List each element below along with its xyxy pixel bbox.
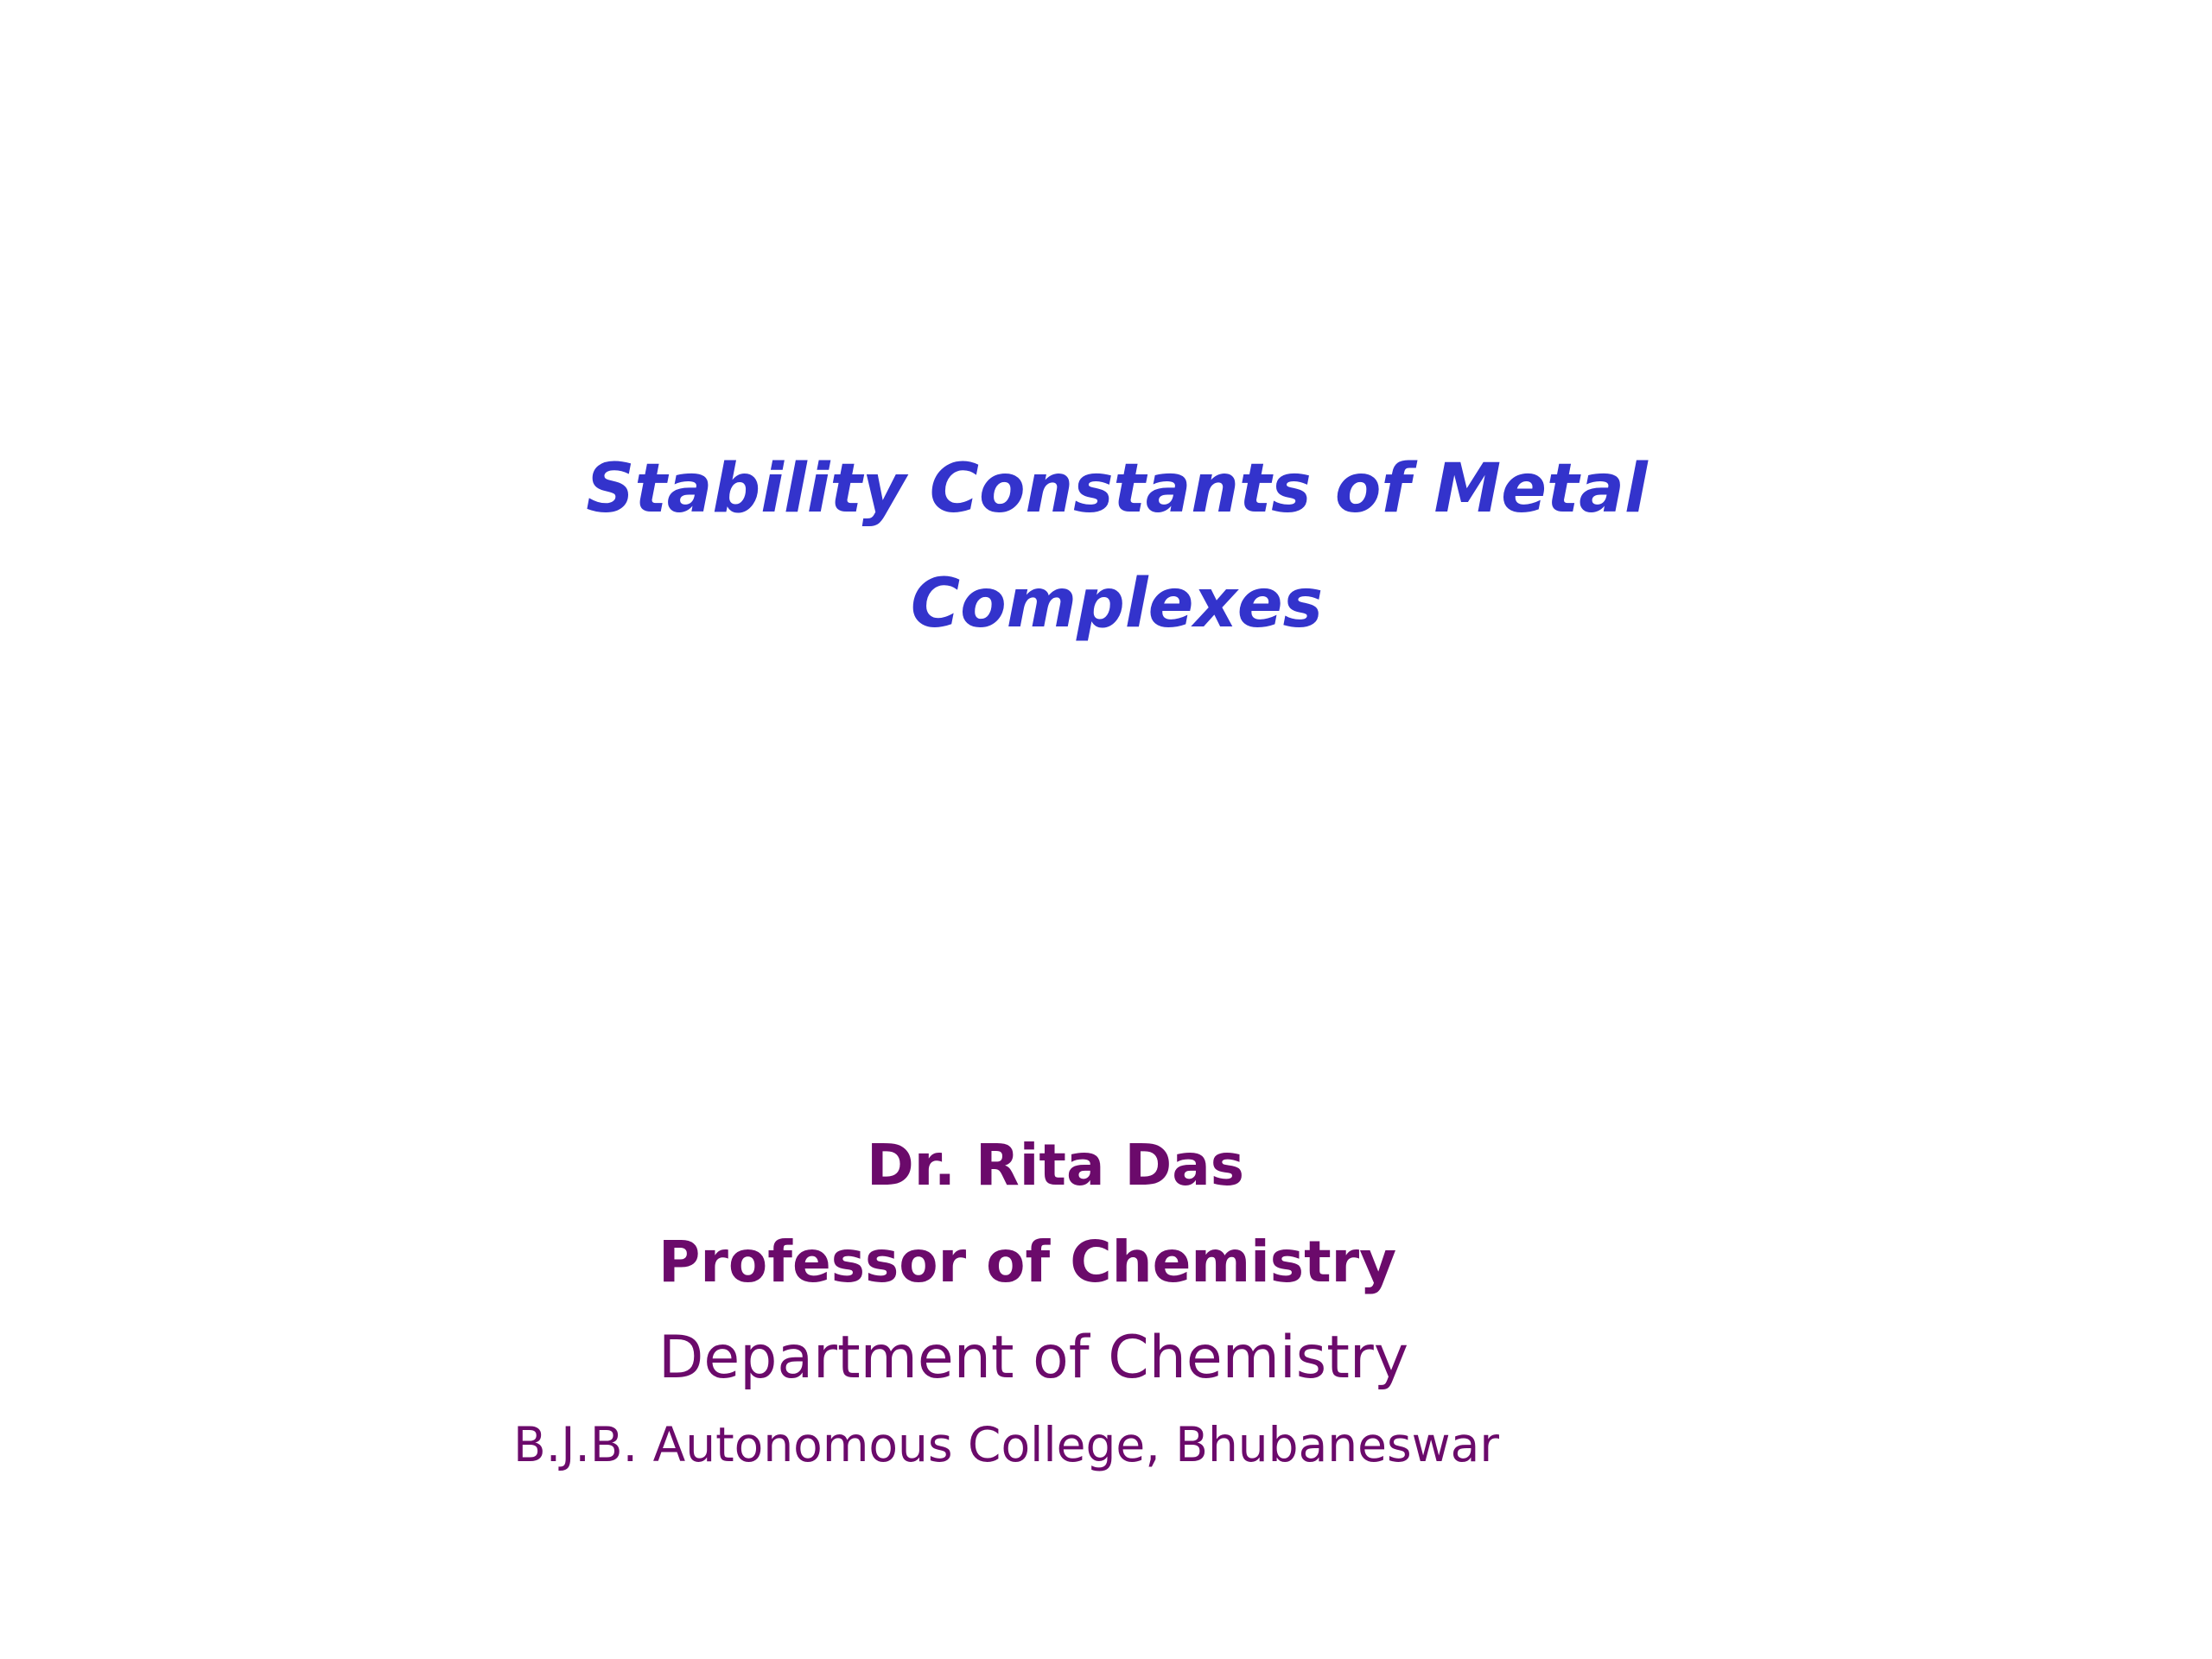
slide-title bbox=[0, 432, 2212, 662]
title-line-2: Complexes bbox=[910, 565, 1324, 643]
author-department: Department of Chemistry bbox=[658, 1324, 1409, 1392]
author-role: Professor of Chemistry bbox=[658, 1229, 1397, 1295]
author-college: B.J.B. Autonomous College, Bhubaneswar bbox=[513, 1417, 1499, 1472]
author-name: Dr. Rita Das bbox=[867, 1132, 1245, 1198]
title-line-1: Stability Constants of Metal bbox=[586, 450, 1648, 528]
